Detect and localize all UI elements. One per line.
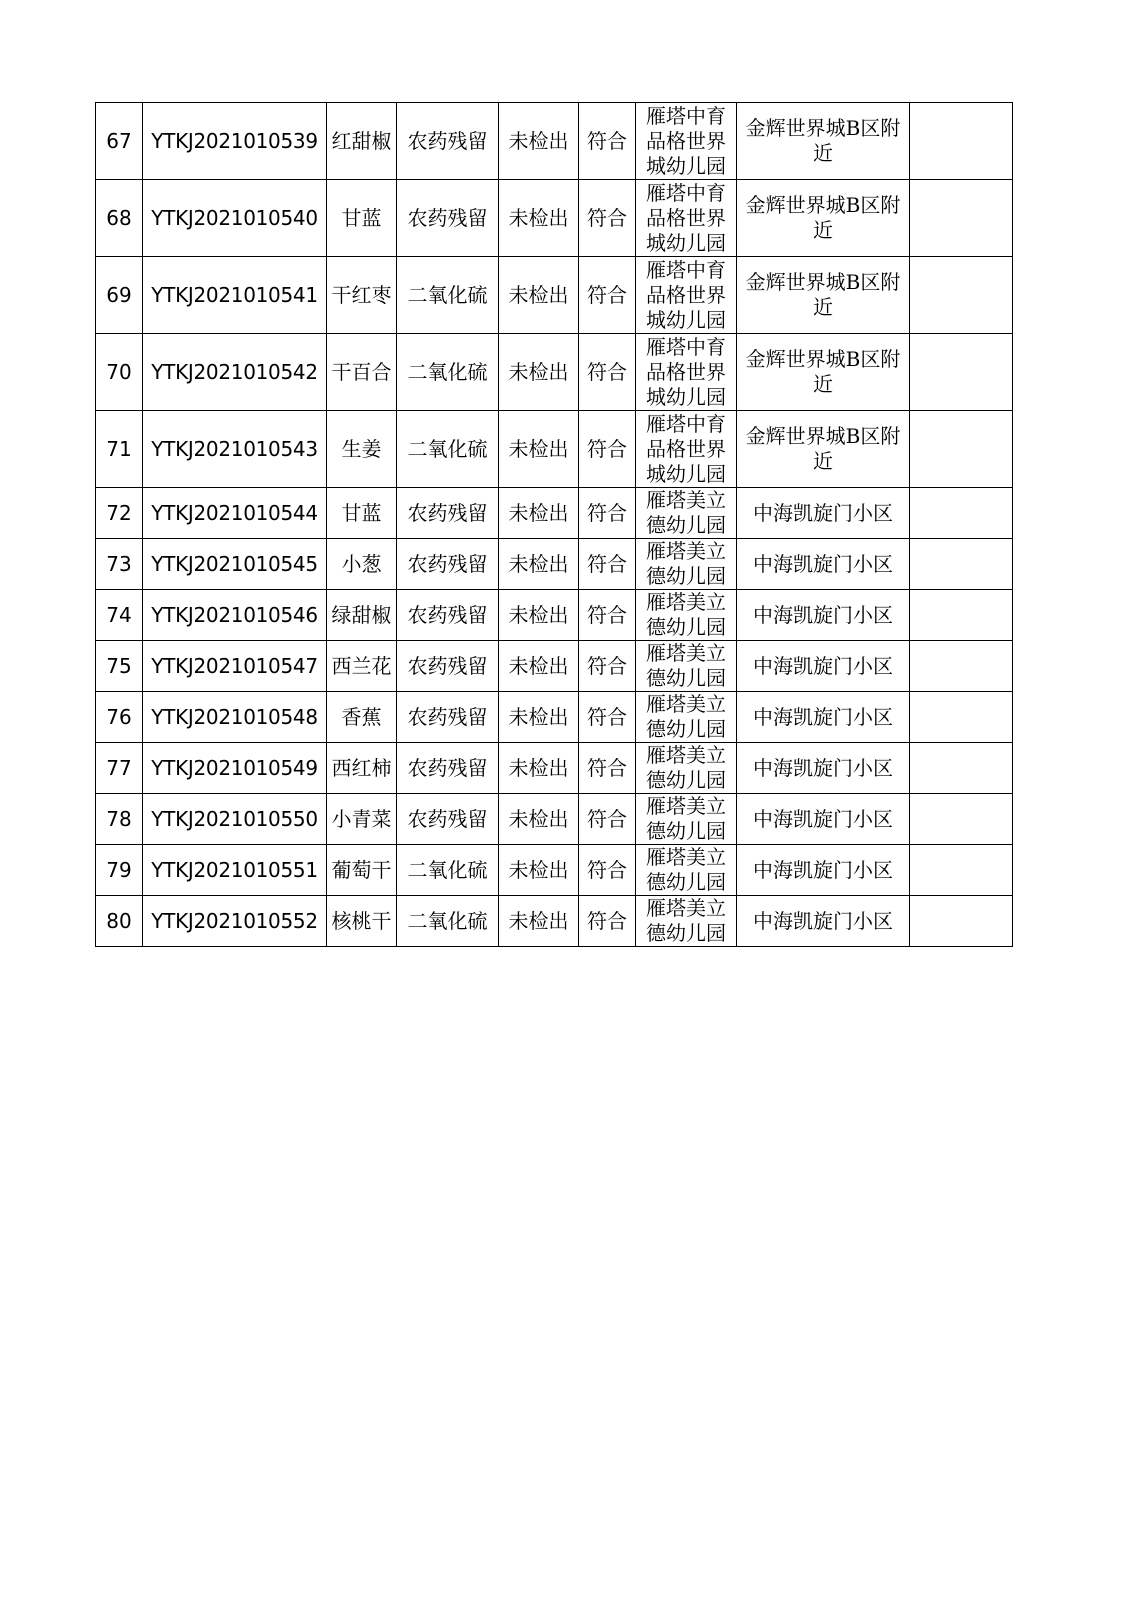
sample-code-cell: YTKJ2021010551 [143, 845, 327, 896]
sample-name-cell: 生姜 [327, 411, 397, 488]
sample-name-cell: 香蕉 [327, 692, 397, 743]
remark-cell [910, 794, 1013, 845]
row-number-cell: 77 [96, 743, 143, 794]
location-cell: 中海凯旋门小区 [737, 539, 910, 590]
remark-cell [910, 896, 1013, 947]
sample-code-cell: YTKJ2021010539 [143, 103, 327, 180]
sample-code-cell: YTKJ2021010542 [143, 334, 327, 411]
sampled-unit-cell: 雁塔美立德幼儿园 [636, 896, 737, 947]
location-cell: 金辉世界城B区附近 [737, 180, 910, 257]
row-number-cell: 67 [96, 103, 143, 180]
row-number-cell: 69 [96, 257, 143, 334]
test-result-cell: 未检出 [499, 590, 579, 641]
remark-cell [910, 180, 1013, 257]
verdict-cell: 符合 [579, 539, 636, 590]
sampled-unit-cell: 雁塔美立德幼儿园 [636, 794, 737, 845]
table-row [96, 411, 1013, 488]
table-row [96, 896, 1013, 947]
test-item-cell: 农药残留 [397, 539, 499, 590]
location-cell: 中海凯旋门小区 [737, 488, 910, 539]
sample-name-cell: 红甜椒 [327, 103, 397, 180]
row-number-cell: 80 [96, 896, 143, 947]
location-cell: 金辉世界城B区附近 [737, 257, 910, 334]
sampled-unit-cell: 雁塔美立德幼儿园 [636, 845, 737, 896]
sample-name-cell: 西兰花 [327, 641, 397, 692]
sampled-unit-cell: 雁塔中育品格世界城幼儿园 [636, 334, 737, 411]
row-number-cell: 76 [96, 692, 143, 743]
sampled-unit-cell: 雁塔美立德幼儿园 [636, 641, 737, 692]
test-item-cell: 农药残留 [397, 488, 499, 539]
table-row [96, 180, 1013, 257]
location-cell: 金辉世界城B区附近 [737, 411, 910, 488]
remark-cell [910, 692, 1013, 743]
table-row [96, 539, 1013, 590]
sampled-unit-cell: 雁塔中育品格世界城幼儿园 [636, 180, 737, 257]
row-number-cell: 74 [96, 590, 143, 641]
location-cell: 中海凯旋门小区 [737, 845, 910, 896]
sample-name-cell: 葡萄干 [327, 845, 397, 896]
verdict-cell: 符合 [579, 692, 636, 743]
test-result-cell: 未检出 [499, 743, 579, 794]
test-item-cell: 二氧化硫 [397, 257, 499, 334]
verdict-cell: 符合 [579, 103, 636, 180]
test-result-cell: 未检出 [499, 103, 579, 180]
test-item-cell: 农药残留 [397, 590, 499, 641]
verdict-cell: 符合 [579, 411, 636, 488]
sampled-unit-cell: 雁塔中育品格世界城幼儿园 [636, 257, 737, 334]
sample-code-cell: YTKJ2021010552 [143, 896, 327, 947]
test-item-cell: 农药残留 [397, 180, 499, 257]
sample-code-cell: YTKJ2021010545 [143, 539, 327, 590]
sample-name-cell: 甘蓝 [327, 180, 397, 257]
test-item-cell: 农药残留 [397, 743, 499, 794]
table-row [96, 692, 1013, 743]
verdict-cell: 符合 [579, 590, 636, 641]
sample-code-cell: YTKJ2021010548 [143, 692, 327, 743]
sample-code-cell: YTKJ2021010549 [143, 743, 327, 794]
remark-cell [910, 411, 1013, 488]
remark-cell [910, 641, 1013, 692]
test-item-cell: 二氧化硫 [397, 334, 499, 411]
test-item-cell: 二氧化硫 [397, 411, 499, 488]
test-result-cell: 未检出 [499, 488, 579, 539]
row-number-cell: 78 [96, 794, 143, 845]
location-cell: 中海凯旋门小区 [737, 896, 910, 947]
remark-cell [910, 590, 1013, 641]
test-item-cell: 农药残留 [397, 692, 499, 743]
test-result-cell: 未检出 [499, 641, 579, 692]
table-row [96, 257, 1013, 334]
test-result-cell: 未检出 [499, 845, 579, 896]
sampled-unit-cell: 雁塔美立德幼儿园 [636, 692, 737, 743]
verdict-cell: 符合 [579, 180, 636, 257]
location-cell: 中海凯旋门小区 [737, 794, 910, 845]
sample-name-cell: 核桃干 [327, 896, 397, 947]
verdict-cell: 符合 [579, 794, 636, 845]
table-row [96, 590, 1013, 641]
row-number-cell: 70 [96, 334, 143, 411]
row-number-cell: 72 [96, 488, 143, 539]
remark-cell [910, 334, 1013, 411]
location-cell: 金辉世界城B区附近 [737, 334, 910, 411]
sample-name-cell: 西红柿 [327, 743, 397, 794]
sample-name-cell: 绿甜椒 [327, 590, 397, 641]
row-number-cell: 71 [96, 411, 143, 488]
remark-cell [910, 743, 1013, 794]
sample-code-cell: YTKJ2021010543 [143, 411, 327, 488]
test-result-cell: 未检出 [499, 692, 579, 743]
table-row [96, 641, 1013, 692]
location-cell: 中海凯旋门小区 [737, 692, 910, 743]
verdict-cell: 符合 [579, 845, 636, 896]
test-item-cell: 农药残留 [397, 794, 499, 845]
sample-code-cell: YTKJ2021010547 [143, 641, 327, 692]
remark-cell [910, 539, 1013, 590]
remark-cell [910, 257, 1013, 334]
table-row [96, 488, 1013, 539]
remark-cell [910, 845, 1013, 896]
test-item-cell: 农药残留 [397, 641, 499, 692]
sample-code-cell: YTKJ2021010541 [143, 257, 327, 334]
verdict-cell: 符合 [579, 641, 636, 692]
location-cell: 中海凯旋门小区 [737, 743, 910, 794]
table-row [96, 103, 1013, 180]
sample-code-cell: YTKJ2021010544 [143, 488, 327, 539]
table-row [96, 743, 1013, 794]
row-number-cell: 68 [96, 180, 143, 257]
row-number-cell: 79 [96, 845, 143, 896]
verdict-cell: 符合 [579, 896, 636, 947]
sampled-unit-cell: 雁塔美立德幼儿园 [636, 539, 737, 590]
row-number-cell: 75 [96, 641, 143, 692]
sampled-unit-cell: 雁塔中育品格世界城幼儿园 [636, 411, 737, 488]
test-result-cell: 未检出 [499, 411, 579, 488]
test-item-cell: 二氧化硫 [397, 896, 499, 947]
inspection-results-table [95, 102, 1013, 947]
remark-cell [910, 103, 1013, 180]
sample-code-cell: YTKJ2021010546 [143, 590, 327, 641]
table-row [96, 334, 1013, 411]
sample-code-cell: YTKJ2021010540 [143, 180, 327, 257]
sampled-unit-cell: 雁塔美立德幼儿园 [636, 590, 737, 641]
sample-name-cell: 小葱 [327, 539, 397, 590]
sampled-unit-cell: 雁塔美立德幼儿园 [636, 488, 737, 539]
test-result-cell: 未检出 [499, 257, 579, 334]
verdict-cell: 符合 [579, 488, 636, 539]
location-cell: 金辉世界城B区附近 [737, 103, 910, 180]
verdict-cell: 符合 [579, 334, 636, 411]
test-result-cell: 未检出 [499, 334, 579, 411]
test-item-cell: 农药残留 [397, 103, 499, 180]
sample-name-cell: 小青菜 [327, 794, 397, 845]
sample-code-cell: YTKJ2021010550 [143, 794, 327, 845]
sample-name-cell: 甘蓝 [327, 488, 397, 539]
verdict-cell: 符合 [579, 257, 636, 334]
location-cell: 中海凯旋门小区 [737, 590, 910, 641]
remark-cell [910, 488, 1013, 539]
test-result-cell: 未检出 [499, 794, 579, 845]
test-result-cell: 未检出 [499, 180, 579, 257]
row-number-cell: 73 [96, 539, 143, 590]
location-cell: 中海凯旋门小区 [737, 641, 910, 692]
sampled-unit-cell: 雁塔中育品格世界城幼儿园 [636, 103, 737, 180]
sampled-unit-cell: 雁塔美立德幼儿园 [636, 743, 737, 794]
sample-name-cell: 干百合 [327, 334, 397, 411]
table-row [96, 845, 1013, 896]
table-row [96, 794, 1013, 845]
sample-name-cell: 干红枣 [327, 257, 397, 334]
verdict-cell: 符合 [579, 743, 636, 794]
test-result-cell: 未检出 [499, 896, 579, 947]
test-item-cell: 二氧化硫 [397, 845, 499, 896]
test-result-cell: 未检出 [499, 539, 579, 590]
